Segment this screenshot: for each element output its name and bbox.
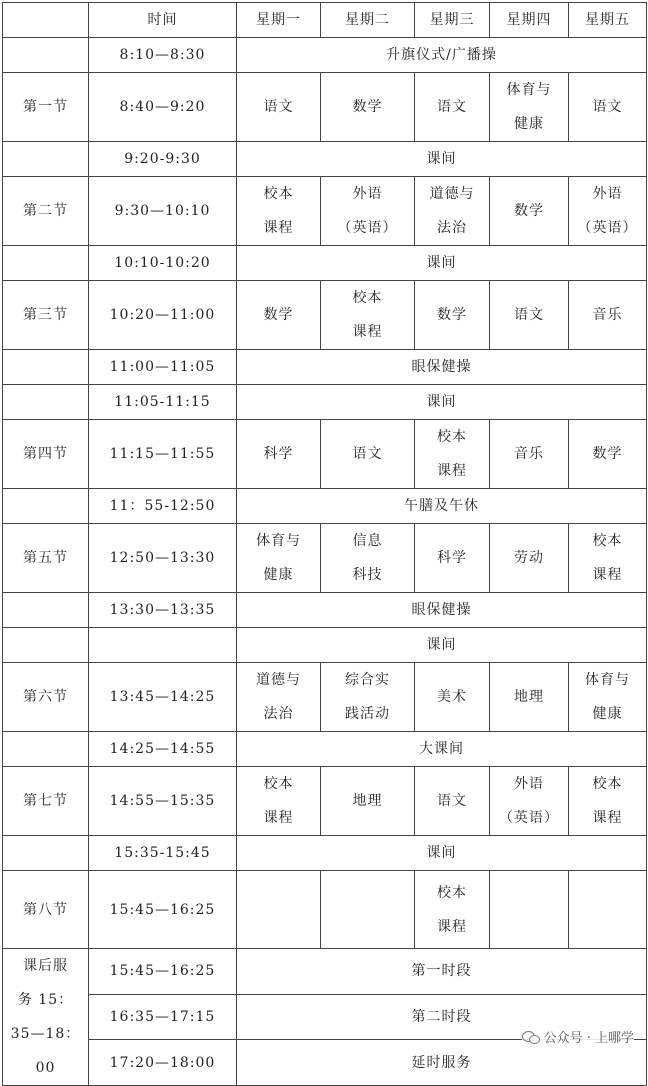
period-cell [3, 593, 89, 628]
activity-cell: 课间 [237, 628, 647, 663]
subject-line: 语文 [263, 99, 294, 115]
period-cell [3, 489, 89, 524]
subject-line: 劳动 [514, 550, 544, 566]
time-cell: 13:30—13:35 [89, 593, 237, 628]
subject-line: 健康 [263, 567, 294, 583]
time-cell: 8:10—8:30 [89, 38, 237, 73]
subject-cell [415, 73, 490, 142]
subject-line: 体育与 [506, 82, 552, 98]
time-cell: 10:10-10:20 [89, 246, 237, 281]
class-row [3, 871, 647, 949]
subject-line: 科学 [263, 446, 294, 462]
activity-cell: 第一时段 [237, 949, 647, 995]
after-school-row [3, 1040, 647, 1086]
after-school-row [3, 949, 647, 995]
subject-cell [321, 177, 415, 246]
subject-line: 课程 [352, 324, 383, 340]
subject-cell [237, 73, 321, 142]
header-row [3, 3, 647, 38]
activity-cell: 课间 [237, 836, 647, 871]
subject-cell [569, 177, 647, 246]
after-school-label-line: 35—18：00 [10, 1026, 81, 1076]
period-cell [3, 732, 89, 767]
subject-line: 地理 [352, 793, 383, 809]
subject-cell [415, 177, 490, 246]
subject-line: 校本 [352, 290, 383, 306]
subject-cell [490, 177, 569, 246]
after-school-label-line: 课后服 [23, 958, 68, 974]
time-cell: 11:15—11:55 [89, 420, 237, 489]
subject-line: （英语） [499, 810, 559, 826]
subject-line: 健康 [514, 116, 544, 132]
watermark-text: 公众号 · 上哪学 [543, 1031, 634, 1046]
activity-cell: 大课间 [237, 732, 647, 767]
subject-cell [415, 767, 490, 836]
subject-cell [415, 663, 490, 732]
subject-cell [237, 281, 321, 350]
time-cell: 11:00—11:05 [89, 350, 237, 385]
class-row [3, 73, 647, 142]
time-cell [89, 628, 237, 663]
subject-line: 科技 [352, 567, 383, 583]
subject-cell [321, 871, 415, 949]
time-cell: 13:45—14:25 [89, 663, 237, 732]
header-cell: 星期四 [490, 3, 569, 38]
after-school-label-line: 务 15： [17, 992, 74, 1008]
period-cell: 第七节 [3, 767, 89, 836]
subject-line: 美术 [437, 689, 467, 705]
wechat-icon [522, 1030, 540, 1044]
header-cell [3, 3, 89, 38]
timetable [2, 2, 647, 1086]
time-cell: 14:25—14:55 [89, 732, 237, 767]
subject-cell [321, 663, 415, 732]
subject-cell [237, 663, 321, 732]
period-cell [3, 836, 89, 871]
class-row [3, 663, 647, 732]
time-cell: 11：55-12:50 [89, 489, 237, 524]
subject-cell [490, 281, 569, 350]
subject-cell [490, 767, 569, 836]
after-school-label [3, 949, 89, 1086]
time-cell: 8:40—9:20 [89, 73, 237, 142]
subject-line: 语文 [592, 99, 623, 115]
time-cell: 15:45—16:25 [89, 949, 237, 995]
activity-cell: 眼保健操 [237, 593, 647, 628]
break-row [3, 628, 647, 663]
break-row [3, 593, 647, 628]
subject-line: 地理 [514, 689, 544, 705]
subject-cell [490, 524, 569, 593]
time-cell: 14:55—15:35 [89, 767, 237, 836]
activity-cell: 课间 [237, 142, 647, 177]
break-row [3, 732, 647, 767]
time-cell: 9:30—10:10 [89, 177, 237, 246]
time-cell: 15:45—16:25 [89, 871, 237, 949]
subject-cell [490, 420, 569, 489]
subject-cell [490, 663, 569, 732]
subject-line: 校本 [592, 776, 623, 792]
period-cell [3, 246, 89, 281]
period-cell [3, 350, 89, 385]
period-cell: 第一节 [3, 73, 89, 142]
subject-line: 校本 [263, 186, 294, 202]
period-cell: 第四节 [3, 420, 89, 489]
subject-line: 课程 [437, 918, 467, 935]
break-row [3, 142, 647, 177]
subject-line: 数学 [592, 446, 623, 462]
class-row [3, 420, 647, 489]
activity-cell: 延时服务 [237, 1040, 647, 1086]
subject-cell [321, 73, 415, 142]
header-cell: 星期一 [237, 3, 321, 38]
subject-cell [569, 524, 647, 593]
activity-cell: 午膳及午休 [237, 489, 647, 524]
subject-cell [569, 871, 647, 949]
break-row [3, 489, 647, 524]
subject-line: 数学 [514, 203, 544, 219]
time-cell: 16:35—17:15 [89, 994, 237, 1040]
subject-cell [415, 420, 490, 489]
subject-line: 综合实 [345, 672, 390, 688]
period-cell [3, 38, 89, 73]
subject-cell [415, 281, 490, 350]
subject-line: 数学 [437, 307, 467, 323]
subject-cell [569, 281, 647, 350]
time-cell: 15:35-15:45 [89, 836, 237, 871]
subject-line: 外语 [592, 186, 623, 202]
subject-cell [237, 177, 321, 246]
subject-line: 校本 [592, 533, 623, 549]
subject-line: 数学 [352, 99, 383, 115]
subject-cell [569, 663, 647, 732]
activity-cell: 课间 [237, 246, 647, 281]
subject-line: 课程 [592, 567, 623, 583]
subject-line: 语文 [437, 793, 467, 809]
subject-line: 道德与 [256, 672, 301, 688]
activity-cell: 升旗仪式/广播操 [237, 38, 647, 73]
header-cell: 星期二 [321, 3, 415, 38]
subject-line: 外语 [352, 186, 383, 202]
period-cell: 第六节 [3, 663, 89, 732]
subject-line: 校本 [437, 429, 467, 445]
period-cell [3, 628, 89, 663]
period-cell [3, 142, 89, 177]
subject-cell [237, 767, 321, 836]
subject-line: 科学 [437, 550, 467, 566]
subject-line: 健康 [592, 706, 623, 722]
subject-line: 法治 [263, 706, 294, 722]
subject-line: 体育与 [256, 533, 301, 549]
subject-cell [569, 73, 647, 142]
class-row [3, 281, 647, 350]
subject-line: 课程 [263, 810, 294, 826]
class-row [3, 767, 647, 836]
subject-line: 课程 [263, 220, 294, 236]
subject-line: 音乐 [514, 446, 544, 462]
activity-cell: 第二时段 [237, 994, 647, 1040]
subject-line: 语文 [437, 99, 467, 115]
time-cell: 10:20—11:00 [89, 281, 237, 350]
subject-cell [237, 420, 321, 489]
period-cell: 第三节 [3, 281, 89, 350]
period-cell: 第二节 [3, 177, 89, 246]
class-row [3, 177, 647, 246]
time-cell: 12:50—13:30 [89, 524, 237, 593]
break-row [3, 836, 647, 871]
subject-line: 践活动 [345, 706, 390, 722]
subject-cell [321, 524, 415, 593]
header-cell: 时间 [89, 3, 237, 38]
subject-line: 校本 [263, 776, 294, 792]
subject-line: 课程 [437, 463, 467, 479]
subject-line: 信息 [352, 533, 383, 549]
subject-line: 课程 [592, 810, 623, 826]
subject-cell [415, 871, 490, 949]
subject-cell [490, 871, 569, 949]
break-row [3, 385, 647, 420]
subject-line: 校本 [437, 884, 467, 901]
subject-line: （英语） [337, 220, 398, 236]
subject-line: 法治 [437, 220, 467, 236]
time-cell: 9:20-9:30 [89, 142, 237, 177]
break-row [3, 246, 647, 281]
period-cell [3, 385, 89, 420]
subject-line: 语文 [514, 307, 544, 323]
subject-line: 音乐 [592, 307, 623, 323]
subject-line: 外语 [514, 776, 544, 792]
header-cell: 星期五 [569, 3, 647, 38]
subject-cell [321, 420, 415, 489]
break-row [3, 350, 647, 385]
subject-cell [321, 281, 415, 350]
subject-cell [321, 767, 415, 836]
subject-cell [490, 73, 569, 142]
time-cell: 17:20—18:00 [89, 1040, 237, 1086]
activity-cell: 课间 [237, 385, 647, 420]
subject-cell [237, 524, 321, 593]
time-cell: 11:05-11:15 [89, 385, 237, 420]
subject-line: 道德与 [429, 186, 475, 202]
subject-line: 语文 [352, 446, 383, 462]
subject-line: 体育与 [585, 672, 630, 688]
period-cell: 第八节 [3, 871, 89, 949]
watermark [522, 1027, 634, 1046]
class-row [3, 524, 647, 593]
subject-cell [415, 524, 490, 593]
subject-cell [569, 767, 647, 836]
subject-cell [569, 420, 647, 489]
header-cell: 星期三 [415, 3, 490, 38]
subject-line: 数学 [263, 307, 294, 323]
activity-cell: 眼保健操 [237, 350, 647, 385]
break-row [3, 38, 647, 73]
subject-cell [237, 871, 321, 949]
period-cell: 第五节 [3, 524, 89, 593]
subject-line: （英语） [577, 220, 638, 236]
